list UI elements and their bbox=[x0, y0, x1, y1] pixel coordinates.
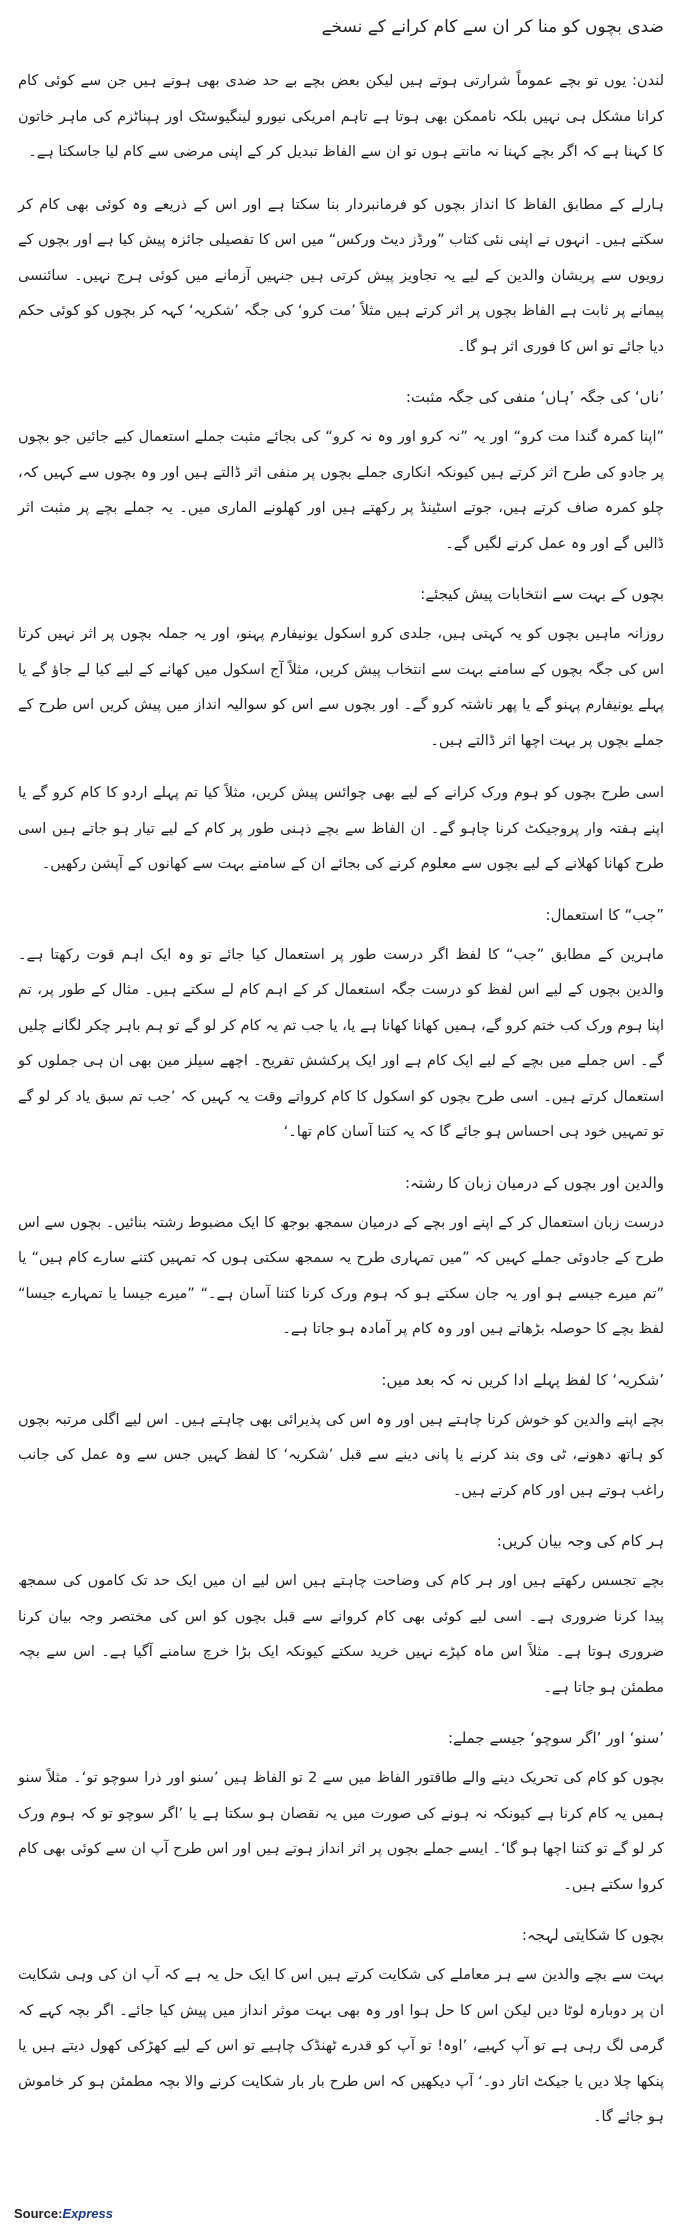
article-section bbox=[18, 1526, 664, 1706]
section-heading: ’ناں‘ کی جگہ ’ہاں‘ منفی کی جگہ مثبت: bbox=[405, 388, 664, 406]
article-section bbox=[18, 188, 664, 366]
source-credit bbox=[14, 2206, 113, 2221]
section-heading: ’سنو‘ اور ’اگر سوچو‘ جیسے جملے: bbox=[447, 1729, 664, 1747]
section-heading: بچوں کا شکایتی لہجہ: bbox=[521, 1926, 664, 1944]
article-section bbox=[18, 776, 664, 883]
article-section bbox=[18, 1723, 664, 1903]
article-title: ضدی بچوں کو منا کر ان سے کام کرانے کے نسخے bbox=[321, 17, 664, 37]
article-section bbox=[18, 382, 664, 562]
article-section bbox=[18, 1920, 664, 2136]
section-heading: ہر کام کی وجہ بیان کریں: bbox=[496, 1532, 664, 1550]
source-prefix: Source: bbox=[14, 2206, 63, 2221]
paragraph: ماہرین کے مطابق ”جب“ کا لفظ اگر درست طور پر استعمال کیا جائے تو وہ ایک اہم قوت رکھتا ہے۔ والدین بچوں کے لیے اس لفظ کو درست جگہ استعمال کر کے اہم کام لے سکتے ہیں۔ مثال کے طور پر، تم اپنا ہوم ورک کب ختم کرو گے، ہمیں کھانا کھانا ہے یا، یا جب تم یہ کام کر لو گے تو ہم باہر چکر لگانے چلیں گے۔ اس جملے میں بچے کے لیے ایک کام ہے اور ایک پرکشش تفریح۔ اچھے سیلز مین بھی ان ہی جملوں کو استعمال کرتے ہیں۔ اسی طرح بچوں کو اسکول کا کام کرواتے وقت یہ کہیں کہ ’جب تم سبق یاد کر لو گے تو تمہیں خود ہی احساس ہو جائے گا کہ یہ کتنا آسان کام تھا۔‘ bbox=[18, 946, 664, 1140]
article-section bbox=[18, 64, 664, 171]
paragraph: بہت سے بچے والدین سے ہر معاملے کی شکایت کرتے ہیں اس کا ایک حل یہ ہے کہ آپ ان کی وہی شکایت ان پر دوبارہ لوٹا دیں لیکن اس کا حل ہوا اور وہ بھی بہت موثر انداز میں پیش کیا جائے۔ اگر بچہ کہے کہ گرمی لگ رہی ہے تو آپ کہیے، ’اوہ! تو آپ کو قدرے ٹھنڈک چاہیے تو اس کے لیے کھڑکی کھول دیتے ہیں یا پنکھا چلا دیں یا جیکٹ اتار دو۔‘ آپ دیکھیں کہ اس طرح بار بار شکایت کرنے والا بچہ مطمئن ہو کر خاموش ہو جائے گا۔ bbox=[18, 1967, 664, 2125]
section-heading: ”جب“ کا استعمال: bbox=[545, 905, 664, 924]
section-heading: ’شکریہ‘ کا لفظ پہلے ادا کریں نہ کہ بعد میں: bbox=[381, 1370, 664, 1389]
section-heading: والدین اور بچوں کے درمیان زبان کا رشتہ: bbox=[405, 1173, 664, 1192]
article-section bbox=[18, 1365, 664, 1510]
paragraph: درست زبان استعمال کر کے اپنے اور بچے کے درمیان سمجھ بوجھ کا ایک مضبوط رشتہ بنائیں۔ بچوں سے اس طرح کے جادوئی جملے کہیں کہ ”میں تمہاری طرح یہ سمجھ سکتی ہوں کہ تمہیں کتنے سارے کام ہیں“ یا ”تم میرے جیسے ہو اور یہ جان سکتے ہو کہ ہوم ورک کرنا کتنا آسان ہے۔“ ”میرے جیسا یا تمہارے جیسا“ لفظ بچے کا حوصلہ بڑھاتے ہیں اور وہ کام پر آمادہ ہو جاتا ہے۔ bbox=[18, 1214, 664, 1337]
paragraph: اسی طرح بچوں کو ہوم ورک کرانے کے لیے بھی چوائس پیش کریں، مثلاً کیا تم پہلے اردو کا کام کرو گے یا اپنے ہفتہ وار پروجیکٹ کرنا چاہو گے۔ ان الفاظ سے بچے ذہنی طور پر کام کے لیے تیار ہو جاتے ہیں اسی طرح کھانا کھلانے کے لیے بچوں سے معلوم کرنے کی بجائے ان کے سامنے بہت سے کھانوں کے آپشن رکھیں۔ bbox=[18, 785, 664, 872]
paragraph: لندن: یوں تو بچے عموماً شرارتی ہوتے ہیں لیکن بعض بچے بے حد ضدی بھی ہوتے ہیں جن سے کوئی کام کرانا مشکل ہی نہیں بلکہ ناممکن بھی ہوتا ہے تاہم امریکی نیورو لینگیوسٹک اور ہپناٹزم کی ماہر خاتون کا کہنا ہے کہ اگر بچے کہنا نہ مانتے ہوں تو ان سے الفاظ تبدیل کر کے اپنی مرضی سے کام لیا جاسکتا ہے۔ bbox=[18, 73, 664, 160]
paragraph: ہارلے کے مطابق الفاظ کا انداز بچوں کو فرمانبردار بنا سکتا ہے اور اس کے ذریعے وہ کوئی بھی کام کر سکتے ہیں۔ انہوں نے اپنی نئی کتاب ”ورڈز دیٹ ورکس“ میں اس کا تفصیلی جائزہ پیش کیا ہے اور بچوں کے رویوں سے پریشان والدین کے لیے یہ تجاویز پیش کرتی ہیں جنہیں آزمانے میں کوئی ہرج نہیں۔ سائنسی پیمانے پر ثابت ہے الفاظ بچوں پر اثر کرتے ہیں مثلاً ’مت کرو‘ کی جگہ ’شکریہ‘ کہہ کر بچوں کو کوئی حکم دیا جائے تو اس کا فوری اثر ہو گا۔ bbox=[18, 196, 664, 355]
section-heading: بچوں کے بہت سے انتخابات پیش کیجئے: bbox=[420, 585, 664, 603]
paragraph: ”اپنا کمرہ گندا مت کرو“ اور یہ ”نہ کرو اور وہ نہ کرو“ کی بجائے مثبت جملے استعمال کیے جائیں جو بچوں پر جادو کی طرح اثر کرتے ہیں کیونکہ انکاری جملے بچوں پر منفی اثر ڈالتے ہیں اور وہ بچوں سے کہیں کہ، چلو کمرہ صاف کرتے ہیں، جوتے اسٹینڈ پر رکھتے ہیں اور کھلونے الماری میں۔ یہ جملے بچے پر مثبت اثر ڈالیں گے اور وہ عمل کرنے لگیں گے۔ bbox=[18, 429, 664, 552]
paragraph: بچوں کو کام کی تحریک دینے والے طاقتور الفاظ میں سے 2 تو الفاظ ہیں ’سنو اور ذرا سوچو تو‘۔ مثلاً سنو ہمیں یہ کام کرنا ہے کیونکہ نہ ہونے کی صورت میں یہ نقصان ہو سکتا ہے یا ’اگر سوچو تو کہ ہوم ورک کر لو گے تو کتنا اچھا ہو گا‘۔ ایسے جملے بچوں پر اثر انداز ہوتے ہیں اور اس طرح آپ ان سے کوئی بھی کام کروا سکتے ہیں۔ bbox=[18, 1770, 664, 1893]
article-body bbox=[18, 64, 664, 2136]
article-section bbox=[18, 900, 664, 1151]
paragraph: روزانہ ماہیں بچوں کو یہ کہتی ہیں، جلدی کرو اسکول یونیفارم پہنو، اور یہ جملہ بچوں پر اثر نہیں کرتا اس کی جگہ بچوں کے سامنے بہت سے انتخاب پیش کریں، مثلاً آج اسکول میں کھانے کے لیے کیا لے جاؤ گے یا پہلے یونیفارم پہنو گے یا پھر ناشتہ کرو گے۔ اور بچوں سے اس کو سوالیہ انداز میں پیش کریں اس طرح کے جملے بچوں پر بہت اچھا اثر ڈالتے ہیں۔ bbox=[18, 626, 664, 749]
article-section bbox=[18, 1168, 664, 1348]
paragraph: بچے تجسس رکھتے ہیں اور ہر کام کی وضاحت چاہتے ہیں اس لیے ان میں ایک حد تک کاموں کی سمجھ پیدا کرنا ضروری ہے۔ اسی لیے کوئی بھی کام کروانے سے قبل بچوں کو اس کی مختصر وجہ بیان کرنا ضروری ہوتا ہے۔ مثلاً اس ماہ کپڑے نہیں خرید سکتے کیونکہ ایک بڑا خرچ سامنے آگیا ہے۔ اس سے بچہ مطمئن ہو جاتا ہے۔ bbox=[18, 1573, 664, 1696]
article-section bbox=[18, 579, 664, 759]
source-brand: Express bbox=[62, 2206, 113, 2221]
paragraph: بچے اپنے والدین کو خوش کرنا چاہتے ہیں اور وہ اس کی پذیرائی بھی چاہتے ہیں۔ اس لیے اگلی مرتبہ بچوں کو ہاتھ دھونے، ٹی وی بند کرنے یا پانی دینے سے قبل ’شکریہ‘ کا لفظ کہیں جس سے وہ عمل کی جانب راغب ہوتے ہیں اور کام کرتے ہیں۔ bbox=[18, 1411, 664, 1499]
